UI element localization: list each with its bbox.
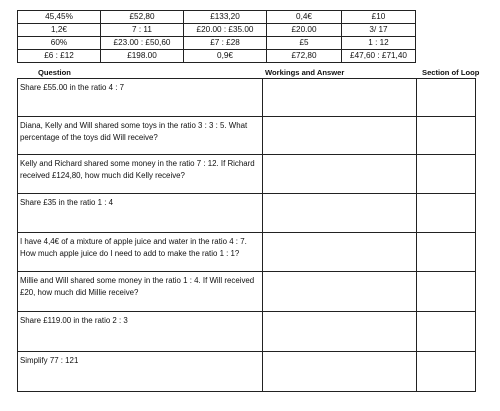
answer-cell: £52,80 — [101, 11, 184, 24]
answer-cell: £47,60 : £71,40 — [342, 50, 416, 63]
answer-grid-row — [18, 50, 416, 63]
workings-header: Workings and Answer — [265, 68, 345, 77]
workings-answer-cell[interactable] — [263, 79, 417, 117]
workings-answer-cell[interactable] — [263, 194, 417, 233]
answer-cell: £23.00 : £50,60 — [101, 37, 184, 50]
workings-answer-cell[interactable] — [263, 155, 417, 194]
answer-cell: £20.00 : £35.00 — [184, 24, 267, 37]
question-row — [18, 272, 476, 312]
question-row — [18, 155, 476, 194]
answer-grid-row — [18, 24, 416, 37]
question-row — [18, 117, 476, 155]
section-of-loop-cell[interactable] — [417, 79, 476, 117]
answer-cell: 45,45% — [18, 11, 101, 24]
question-text: Millie and Will shared some money in the ratio 1 : 4. If Will received £20, how much did Millie receive? — [18, 272, 263, 312]
section-of-loop-cell[interactable] — [417, 312, 476, 352]
answer-cell: 0,9€ — [184, 50, 267, 63]
answer-cell: £6 : £12 — [18, 50, 101, 63]
answer-cell: 1 : 12 — [342, 37, 416, 50]
question-row — [18, 312, 476, 352]
answer-grid — [17, 10, 416, 63]
question-text: Kelly and Richard shared some money in the ratio 7 : 12. If Richard received £124,80, how much did Kelly receive? — [18, 155, 263, 194]
workings-answer-cell[interactable] — [263, 272, 417, 312]
answer-cell: £72,80 — [267, 50, 342, 63]
workings-answer-cell[interactable] — [263, 233, 417, 272]
answer-cell: £133,20 — [184, 11, 267, 24]
question-text: Diana, Kelly and Will shared some toys in the ratio 3 : 3 : 5. What percentage of the toys did Will receive? — [18, 117, 263, 155]
workings-answer-cell[interactable] — [263, 352, 417, 392]
section-of-loop-cell[interactable] — [417, 272, 476, 312]
section-of-loop-cell[interactable] — [417, 352, 476, 392]
answer-cell: 3/ 17 — [342, 24, 416, 37]
answer-cell: £10 — [342, 11, 416, 24]
section-of-loop-cell[interactable] — [417, 155, 476, 194]
question-text: Share £55.00 in the ratio 4 : 7 — [18, 79, 263, 117]
answer-grid-row — [18, 37, 416, 50]
question-row — [18, 194, 476, 233]
answer-grid-row — [18, 11, 416, 24]
answer-cell: £5 — [267, 37, 342, 50]
section-of-loop-cell[interactable] — [417, 117, 476, 155]
workings-answer-cell[interactable] — [263, 312, 417, 352]
answer-cell: 60% — [18, 37, 101, 50]
question-text: Share £119.00 in the ratio 2 : 3 — [18, 312, 263, 352]
question-header: Question — [38, 68, 71, 77]
question-text: Simplify 77 : 121 — [18, 352, 263, 392]
question-text: Share £35 in the ratio 1 : 4 — [18, 194, 263, 233]
answer-cell: £20.00 — [267, 24, 342, 37]
answer-cell: £7 : £28 — [184, 37, 267, 50]
question-row — [18, 352, 476, 392]
question-table — [17, 78, 476, 392]
workings-answer-cell[interactable] — [263, 117, 417, 155]
question-text: I have 4,4€ of a mixture of apple juice and water in the ratio 4 : 7. How much apple juice do I need to add to make the ratio 1 : 1? — [18, 233, 263, 272]
answer-cell: 7 : 11 — [101, 24, 184, 37]
question-row — [18, 79, 476, 117]
answer-cell: £198.00 — [101, 50, 184, 63]
question-row — [18, 233, 476, 272]
section-header: Section of Loop — [422, 68, 480, 77]
section-of-loop-cell[interactable] — [417, 194, 476, 233]
answer-cell: 0,4€ — [267, 11, 342, 24]
answer-cell: 1,2€ — [18, 24, 101, 37]
section-of-loop-cell[interactable] — [417, 233, 476, 272]
